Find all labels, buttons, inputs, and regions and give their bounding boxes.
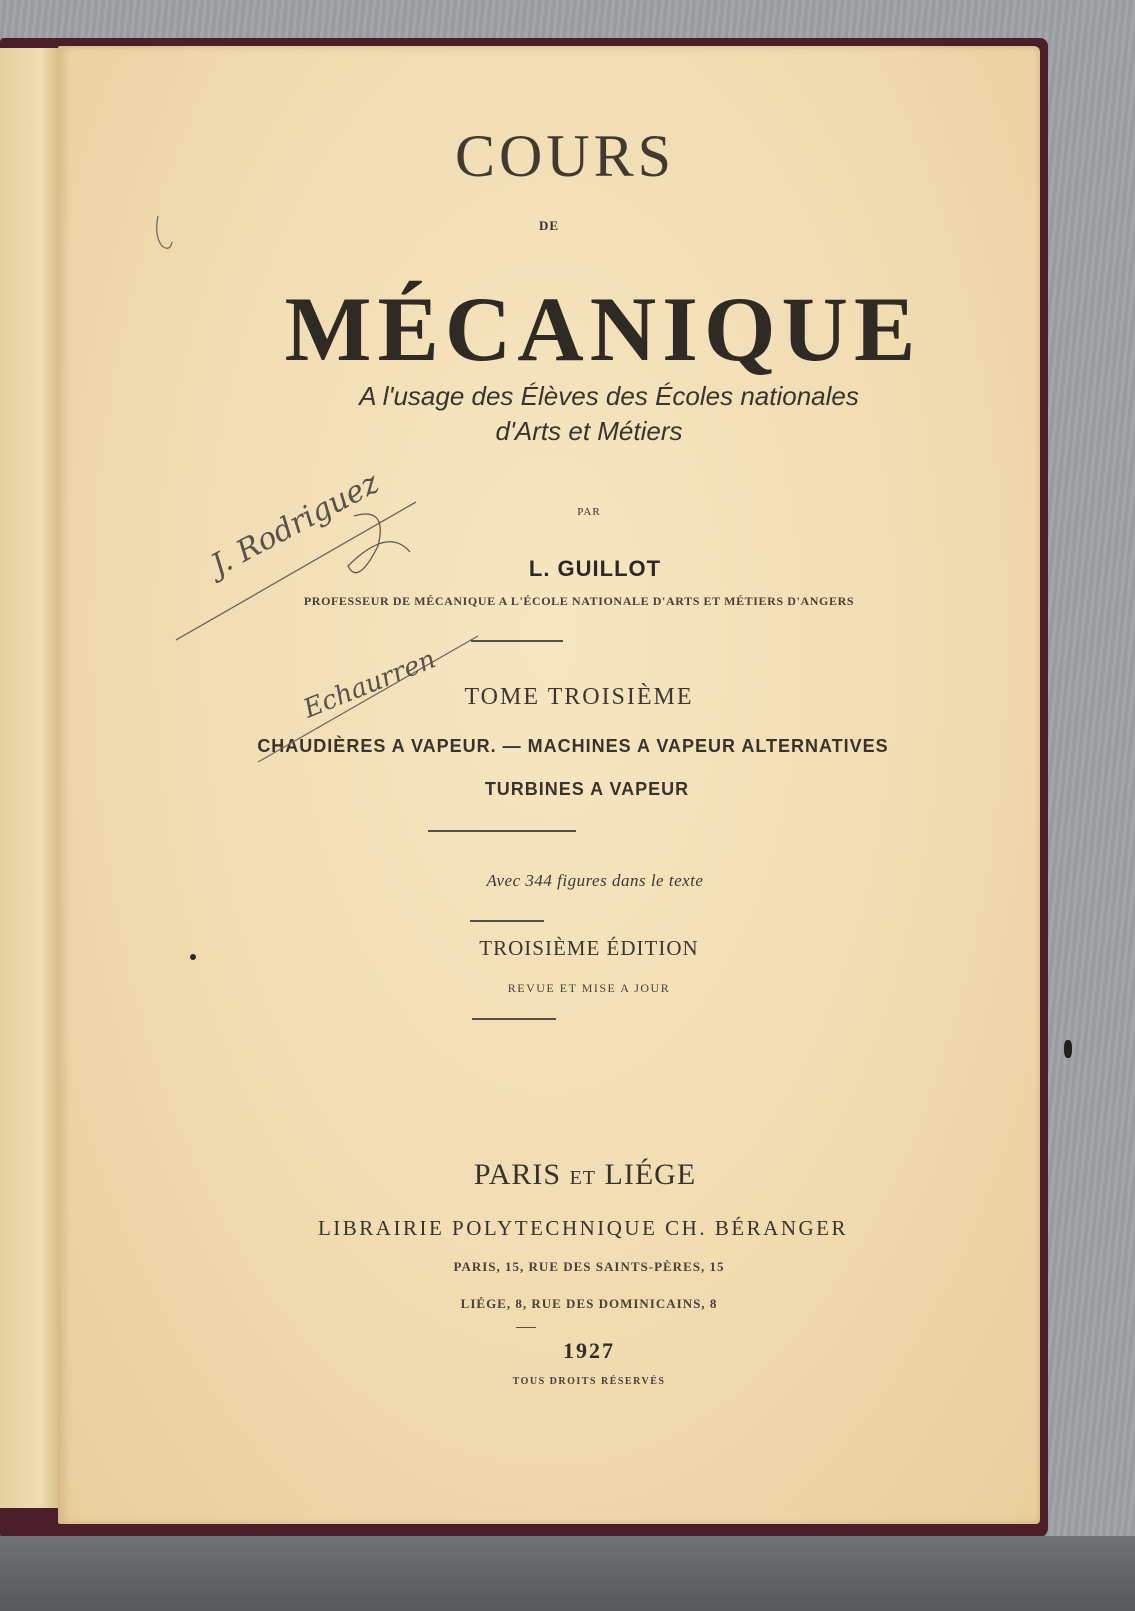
subtitle-line-2: d'Arts et Métiers bbox=[495, 416, 683, 446]
divider-rule bbox=[471, 640, 563, 642]
divider-rule bbox=[428, 830, 576, 832]
city-liege: LIÉGE bbox=[604, 1158, 697, 1191]
edition-note: REVUE ET MISE A JOUR bbox=[507, 981, 671, 995]
title-page bbox=[58, 46, 1040, 1524]
signature-1: J. Rodriguez bbox=[205, 465, 385, 584]
by-label: PAR bbox=[577, 506, 601, 518]
rights-notice: TOUS DROITS RÉSERVÉS bbox=[512, 1376, 666, 1387]
book-title: MÉCANIQUE bbox=[284, 278, 922, 380]
author-title: PROFESSEUR DE MÉCANIQUE A L'ÉCOLE NATIONALE D'ARTS ET MÉTIERS D'ANGERS bbox=[303, 594, 855, 608]
divider-rule bbox=[472, 1018, 556, 1020]
subject-line-1: CHAUDIÈRES A VAPEUR. — MACHINES A VAPEUR ALTERNATIVES bbox=[257, 736, 889, 756]
inside-cover-edge bbox=[0, 48, 58, 1508]
city-conjunction: ET bbox=[569, 1167, 597, 1189]
publisher-name: LIBRAIRIE POLYTECHNIQUE CH. BÉRANGER bbox=[317, 1216, 849, 1240]
subtitle-line-1: A l'usage des Élèves des Écoles nationales bbox=[359, 381, 859, 411]
volume-label: TOME TROISIÈME bbox=[464, 684, 694, 710]
table-surface bbox=[0, 1536, 1135, 1611]
city-paris: PARIS bbox=[473, 1158, 562, 1191]
edition-label: TROISIÈME ÉDITION bbox=[479, 936, 699, 960]
address-paris: PARIS, 15, RUE DES SAINTS-PÈRES, 15 bbox=[453, 1259, 725, 1274]
publication-year: 1927 bbox=[563, 1338, 615, 1363]
series-preposition: DE bbox=[538, 218, 560, 233]
address-liege: LIÉGE, 8, RUE DES DOMINICAINS, 8 bbox=[460, 1296, 718, 1311]
wall-speck bbox=[1064, 1040, 1072, 1058]
publication-cities bbox=[58, 1158, 1076, 1192]
subject-line-2: TURBINES A VAPEUR bbox=[484, 779, 690, 799]
series-title: COURS bbox=[454, 123, 676, 189]
divider-rule bbox=[470, 920, 544, 922]
divider-rule bbox=[516, 1327, 536, 1328]
signature-2: Echaurren bbox=[299, 644, 440, 725]
figures-note: Avec 344 figures dans le texte bbox=[486, 871, 704, 890]
ink-speck bbox=[190, 954, 196, 960]
author-name: L. GUILLOT bbox=[528, 556, 662, 581]
